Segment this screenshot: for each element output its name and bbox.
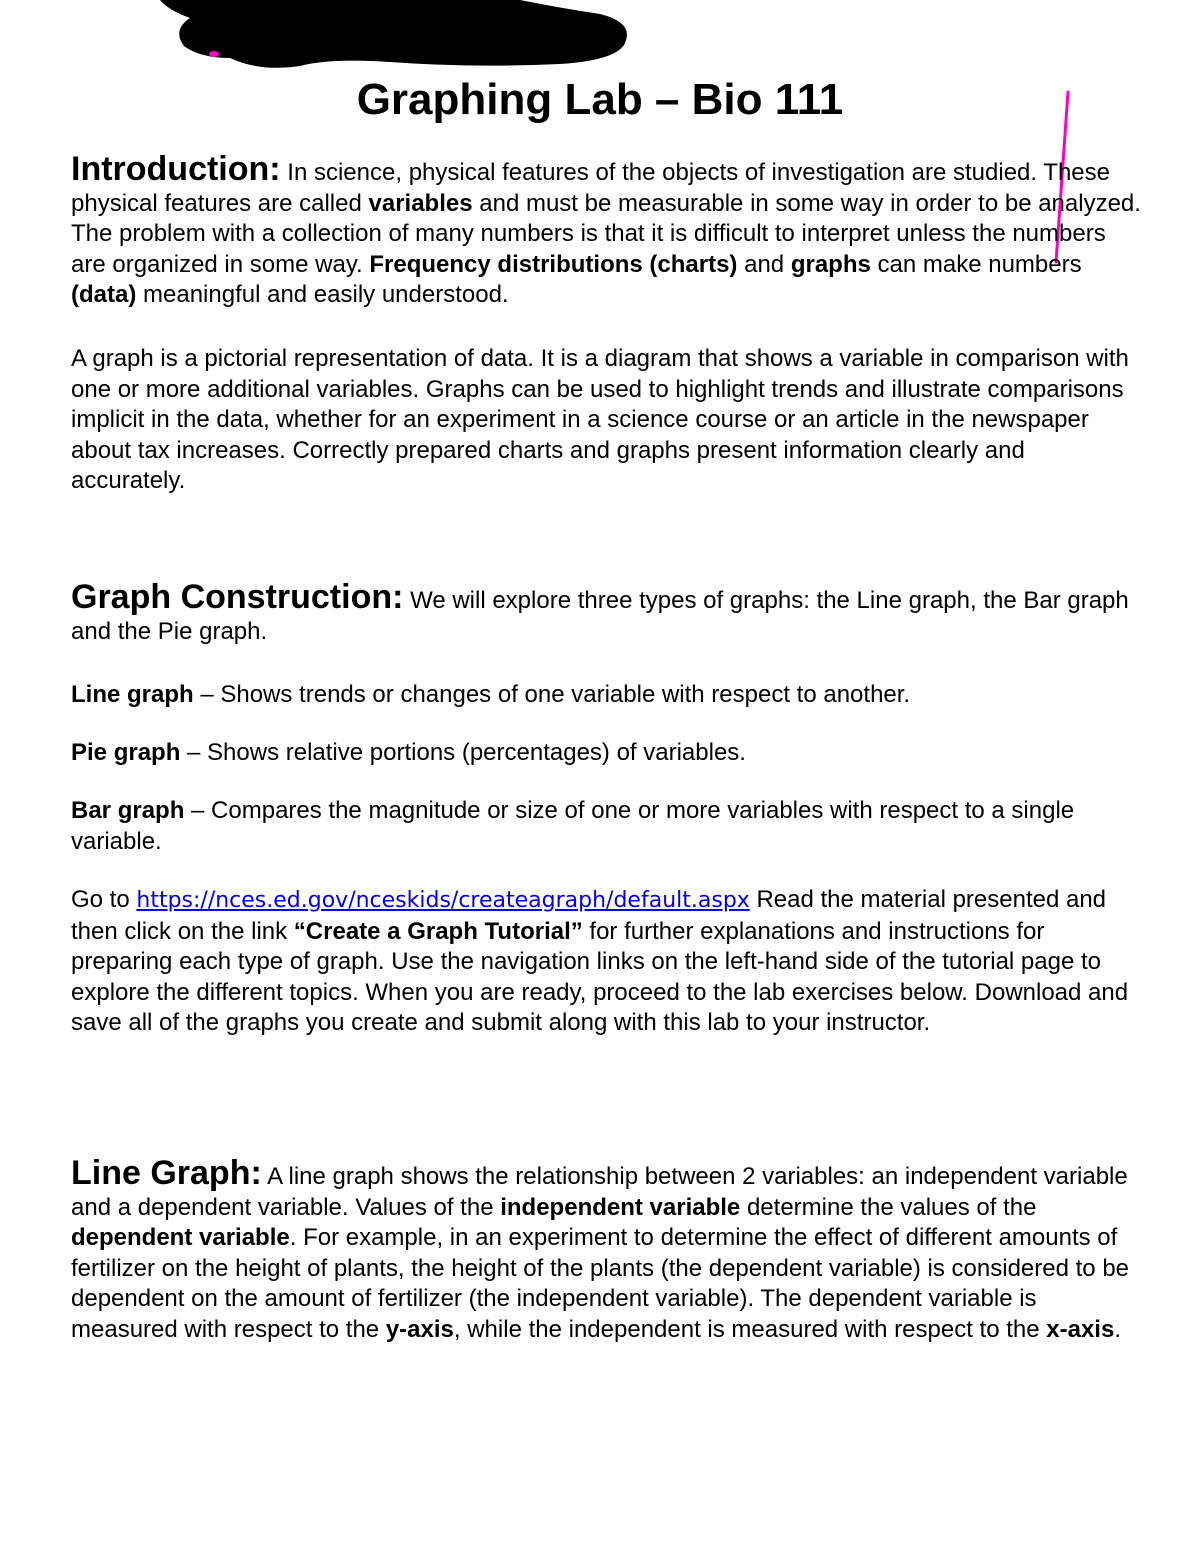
pie-graph-term: Pie graph	[71, 739, 181, 766]
introduction-text: meaningful and easily understood.	[136, 281, 509, 308]
instructions-paragraph	[71, 885, 1141, 1039]
line-graph-text: A line graph shows the relationship between 2 variables: an independent variable and a dependent variable. Values of the	[71, 1163, 1128, 1221]
instructions-text: Read the material presented and then click on the link	[71, 886, 1107, 945]
pie-graph-description: – Shows relative portions (percentages) of variables.	[180, 739, 746, 766]
term-graphs: graphs	[790, 250, 871, 278]
line-graph-text: determine the values of the	[740, 1193, 1037, 1221]
line-graph-definition	[71, 680, 1141, 711]
line-graph-text: , while the independent is measured with respect to the	[453, 1315, 1047, 1343]
graph-construction-heading: Graph Construction:	[71, 578, 404, 616]
term-variables: variables	[368, 189, 473, 217]
term-data: (data)	[71, 281, 137, 308]
term-x-axis: x-axis	[1046, 1315, 1115, 1343]
pie-graph-definition	[71, 738, 1141, 769]
introduction-paragraph	[71, 150, 1141, 311]
introduction-text: In science, physical features of the objects of investigation are studied. These physical features are called	[71, 159, 1110, 217]
term-frequency-distributions: Frequency distributions (charts)	[369, 250, 738, 278]
introduction-text: and	[737, 250, 791, 278]
term-independent-variable: independent variable	[500, 1193, 741, 1221]
line-graph-paragraph	[71, 1154, 1141, 1345]
line-graph-term: Line graph	[71, 681, 194, 708]
term-y-axis: y-axis	[385, 1315, 454, 1343]
introduction-heading: Introduction:	[71, 150, 281, 188]
instructions-text: for further explanations and instructions for preparing each type of graph. Use the navigation links on the left-hand side of the tutorial page to explore the different topics. When you are ready, proceed to the lab exercises below. Download and save all of the graphs you create and submit along with this lab to your instructor.	[71, 917, 1129, 1036]
line-graph-text: . For example, in an experiment to determine the effect of different amounts of fertilizer on the height of plants, the height of the plants (the dependent variable) is considered to be dependent on the amount of fertilizer (the independent variable). The dependent variable is measured with respect to the	[71, 1224, 1130, 1343]
graph-construction-paragraph	[71, 578, 1141, 647]
tutorial-link-name: “Create a Graph Tutorial”	[293, 917, 583, 945]
bar-graph-description: – Compares the magnitude or size of one or more variables with respect to a single variable.	[71, 797, 1075, 855]
nces-create-a-graph-link[interactable]: https://nces.ed.gov/nceskids/createagraph/default.aspx	[136, 888, 750, 913]
line-graph-heading: Line Graph:	[71, 1154, 262, 1192]
bar-graph-term: Bar graph	[71, 797, 185, 824]
instructions-text: Go to	[71, 886, 137, 913]
graph-definition-paragraph: A graph is a pictorial representation of data. It is a diagram that shows a variable in comparison with one or more additional variables. Graphs can be used to highlight trends and illustrate comparisons implicit in the data, whether for an experiment in a science course or an article in the newspaper about tax increases. Correctly prepared charts and graphs present information clearly and accurately.	[71, 345, 1129, 494]
introduction-text: can make numbers	[870, 250, 1082, 278]
page-title: Graphing Lab – Bio 111	[356, 75, 844, 124]
line-graph-text: .	[1114, 1315, 1121, 1343]
term-dependent-variable: dependent variable	[71, 1224, 290, 1251]
graph-construction-text: We will explore three types of graphs: the Line graph, the Bar graph and the Pie graph.	[71, 587, 1129, 645]
bar-graph-definition	[71, 796, 1141, 857]
line-graph-description: – Shows trends or changes of one variable with respect to another.	[193, 681, 911, 708]
introduction-text: and must be measurable in some way in order to be analyzed. The problem with a collection of many numbers is that it is difficult to interpret unless the numbers are organized in some way.	[71, 189, 1141, 278]
